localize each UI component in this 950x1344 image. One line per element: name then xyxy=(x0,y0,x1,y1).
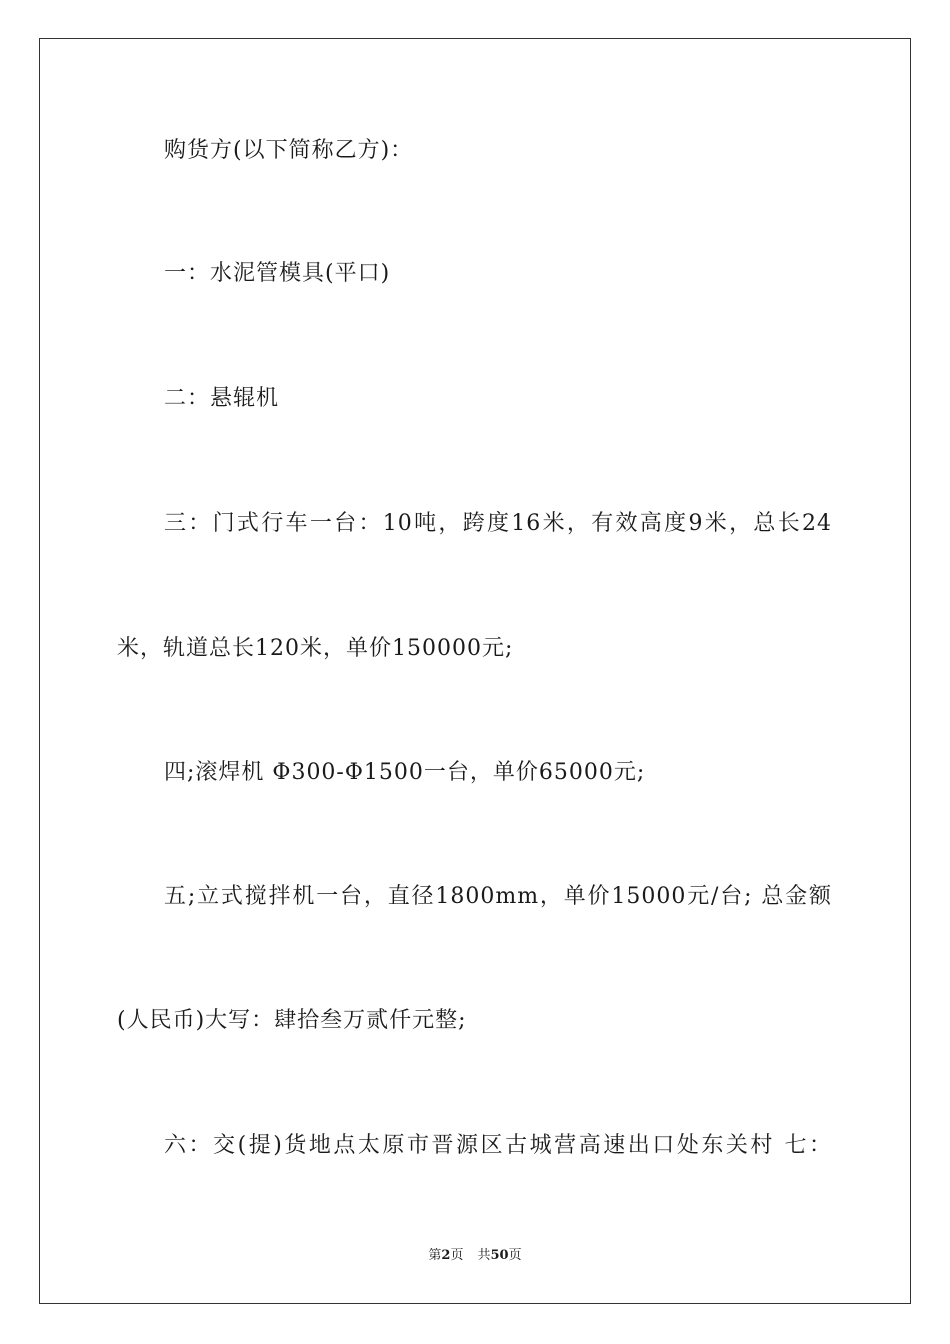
page-prefix: 第 xyxy=(428,1248,442,1263)
text-line-6: 四;滚焊机 Φ300-Φ1500一台，单价65000元; xyxy=(164,760,646,785)
page-current: 2 xyxy=(441,1248,451,1263)
total-suffix: 页 xyxy=(508,1248,522,1263)
page-total: 50 xyxy=(490,1248,509,1263)
text-line-1: 购货方(以下简称乙方)： xyxy=(164,138,414,163)
text-line-3: 二：悬辊机 xyxy=(164,386,280,411)
total-prefix: 共 xyxy=(477,1248,491,1263)
text-line-5: 米，轨道总长120米，单价150000元; xyxy=(117,636,514,661)
page-border xyxy=(39,38,911,1304)
page-footer xyxy=(0,1247,950,1265)
text-line-9: 六：交(提)货地点太原市晋源区古城营高速出口处东关村 七： xyxy=(164,1133,832,1158)
text-line-4: 三：门式行车一台：10吨，跨度16米，有效高度9米，总长24 xyxy=(164,511,832,536)
text-line-8: (人民币)大写：肆拾叁万贰仟元整; xyxy=(117,1008,467,1033)
text-line-7: 五;立式搅拌机一台，直径1800mm，单价15000元/台; 总金额 xyxy=(164,884,832,909)
text-line-2: 一：水泥管模具(平口) xyxy=(164,261,391,286)
page-suffix: 页 xyxy=(450,1248,464,1263)
